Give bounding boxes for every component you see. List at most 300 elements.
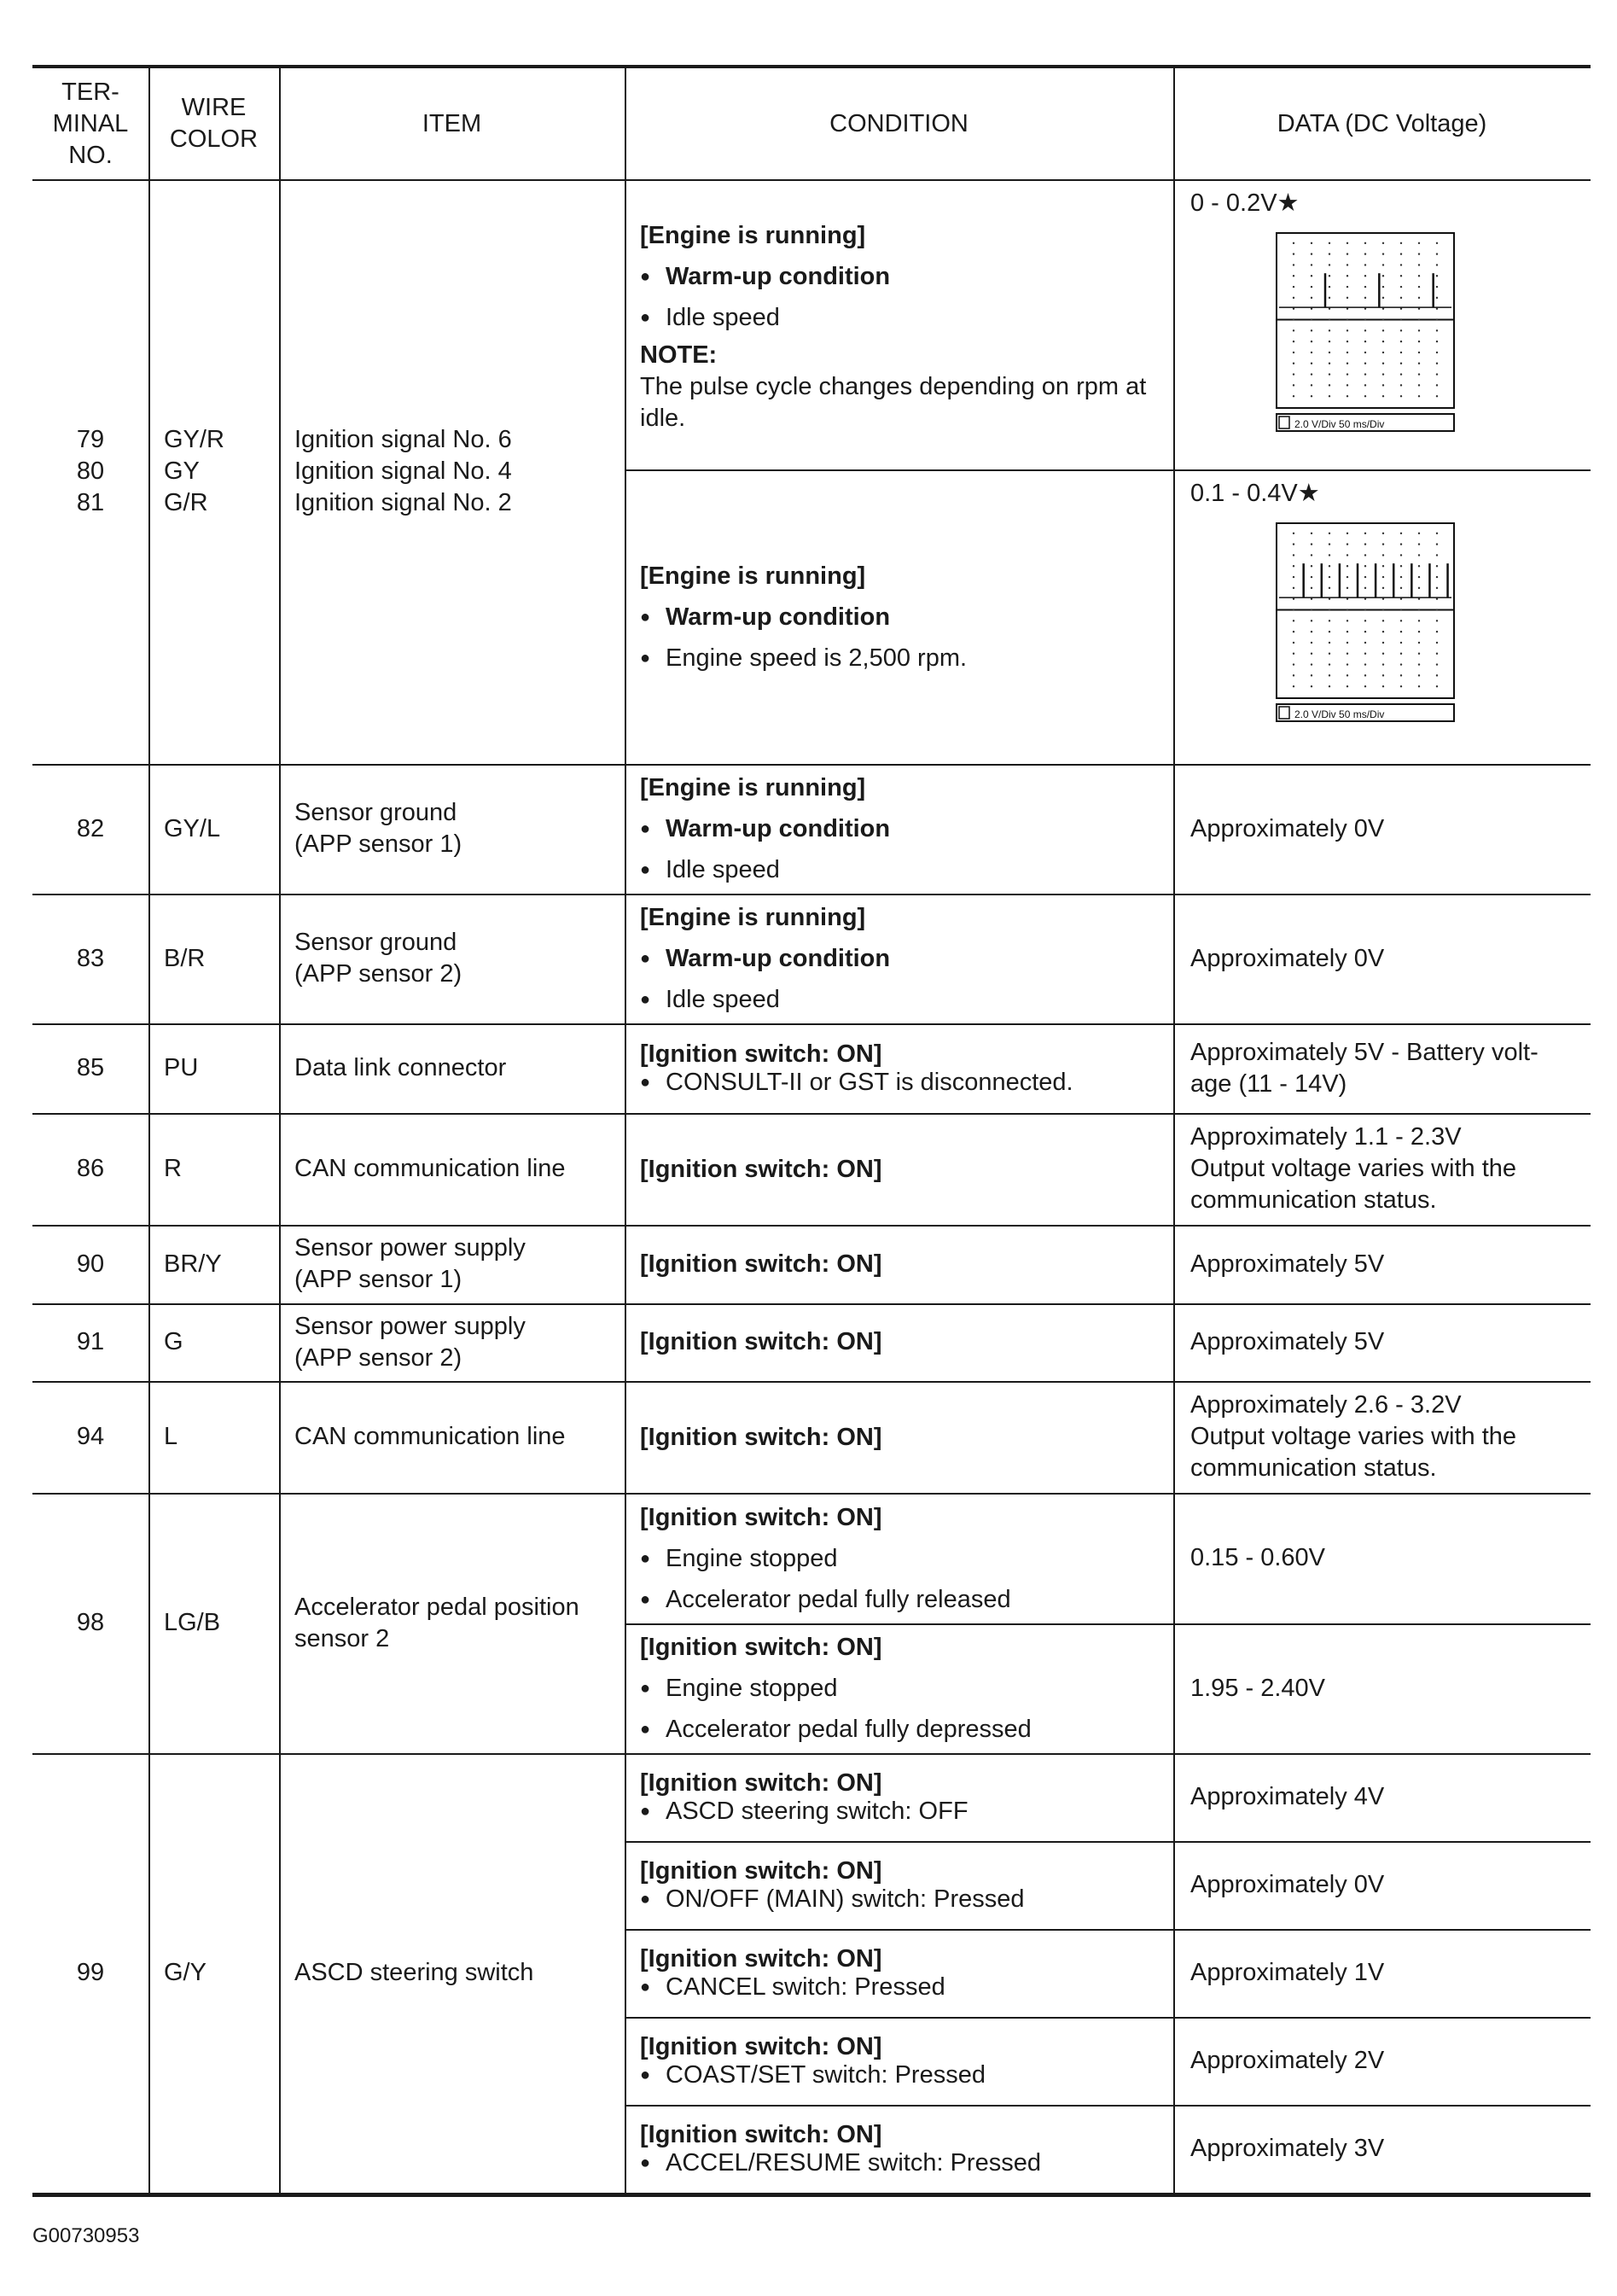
scope-grid-dot — [1400, 297, 1402, 299]
scope-grid-dot — [1364, 352, 1366, 353]
scope-grid-dot — [1311, 554, 1312, 556]
scope-grid-dot — [1400, 554, 1402, 556]
scope-grid-dot — [1382, 554, 1384, 556]
scope-grid-dot — [1329, 533, 1330, 534]
terminal-number — [32, 1493, 148, 1753]
scope-grid-dot — [1382, 373, 1384, 375]
condition-title: [Ignition switch: ON] — [640, 1503, 882, 1531]
item-name — [279, 1493, 625, 1753]
terminal-number — [32, 764, 148, 894]
condition-title: [Engine is running] — [640, 774, 866, 801]
header-data — [1173, 68, 1591, 179]
condition-bullet: ● Engine stopped — [640, 1538, 1163, 1579]
scope-grid-dot — [1382, 318, 1384, 320]
scope-grid-dot — [1436, 352, 1438, 353]
scope-grid-dot — [1364, 373, 1366, 375]
scope-grid-dot — [1400, 674, 1402, 676]
condition-cell — [625, 1113, 1173, 1225]
scope-grid-dot — [1400, 653, 1402, 655]
terminal-number — [32, 179, 148, 764]
scope-grid-dot — [1347, 565, 1348, 567]
data-cell — [1173, 1381, 1591, 1493]
scope-grid-dot — [1293, 609, 1294, 610]
scope-grid-dot — [1382, 576, 1384, 578]
condition-cell — [625, 469, 1173, 764]
scope-grid-dot — [1382, 341, 1384, 342]
scope-grid-dot — [1311, 384, 1312, 386]
scope-grid-dot — [1347, 533, 1348, 534]
wire-color — [148, 1493, 279, 1753]
terminal-number — [32, 1225, 148, 1303]
condition-bullet: ● ON/OFF (MAIN) switch: Pressed — [640, 1885, 1163, 1914]
scope-grid-dot — [1311, 663, 1312, 665]
scope-grid-dot — [1382, 587, 1384, 589]
scope-grid-dot — [1418, 318, 1420, 320]
scope-grid-dot — [1347, 264, 1348, 265]
scope-grid-dot — [1418, 286, 1420, 288]
terminal-value: 90 — [76, 1250, 105, 1278]
scope-grid-dot — [1400, 620, 1402, 621]
condition-cell — [625, 1753, 1173, 1841]
scope-grid-dot — [1293, 352, 1294, 353]
condition-bullet: ● CONSULT-II or GST is disconnected. — [640, 1069, 1163, 1097]
scope-grid-dot — [1347, 275, 1348, 277]
scope-grid-dot — [1364, 587, 1366, 589]
wire-color — [148, 179, 279, 764]
scope-grid-dot — [1311, 363, 1312, 364]
condition-bullet-bold: ● Warm-up condition — [640, 808, 1163, 849]
header-text: MINAL — [52, 109, 129, 137]
scope-grid-dot — [1329, 576, 1330, 578]
scope-grid-dot — [1436, 275, 1438, 277]
condition-cell — [625, 1381, 1173, 1493]
scope-grid-dot — [1311, 275, 1312, 277]
scope-grid-dot — [1364, 565, 1366, 567]
scope-grid-dot — [1400, 395, 1402, 397]
scope-grid-dot — [1293, 373, 1294, 375]
item-value: Accelerator pedal position — [294, 1593, 579, 1621]
item-name — [279, 764, 625, 894]
scope-grid-dot — [1311, 297, 1312, 299]
scope-grid-dot — [1329, 653, 1330, 655]
data-value: Approximately 0V — [1190, 1871, 1385, 1898]
item-value: (APP sensor 2) — [294, 960, 462, 988]
scope-grid-dot — [1311, 395, 1312, 397]
condition-cell — [625, 1303, 1173, 1381]
scope-grid-dot — [1436, 242, 1438, 244]
data-cell — [1173, 1303, 1591, 1381]
scope-grid-dot — [1364, 384, 1366, 386]
wire-color — [148, 1225, 279, 1303]
header-text: ITEM — [422, 109, 482, 137]
table-bottom-rule — [32, 2193, 1591, 2197]
scope-grid-dot — [1347, 341, 1348, 342]
scope-grid-dot — [1382, 543, 1384, 545]
scope-grid-dot — [1293, 297, 1294, 299]
scope-grid-dot — [1400, 341, 1402, 342]
scope-scale-label: 2.0 V/Div 50 ms/Div — [1294, 708, 1385, 720]
scope-grid-dot — [1436, 253, 1438, 254]
wire-value: B/R — [164, 944, 206, 972]
condition-title: [Ignition switch: ON] — [640, 1634, 882, 1661]
condition-cell — [625, 764, 1173, 894]
scope-grid-dot — [1293, 286, 1294, 288]
scope-grid-dot — [1436, 341, 1438, 342]
note-text: The pulse cycle changes depending on rpm at idle. — [640, 372, 1147, 432]
item-value: CAN communication line — [294, 1155, 566, 1182]
scope-marker — [1279, 707, 1289, 719]
scope-grid-dot — [1329, 341, 1330, 342]
scope-grid-dot — [1311, 674, 1312, 676]
condition-title: [Ignition switch: ON] — [640, 1856, 882, 1885]
scope-grid-dot — [1436, 395, 1438, 397]
scope-grid-dot — [1347, 587, 1348, 589]
scope-grid-dot — [1329, 620, 1330, 621]
item-value: Sensor power supply — [294, 1234, 526, 1262]
wire-color — [148, 1113, 279, 1225]
scope-grid-dot — [1400, 609, 1402, 610]
scope-grid-dot — [1418, 384, 1420, 386]
header-text: CONDITION — [829, 109, 968, 137]
data-cell — [1173, 1929, 1591, 2017]
item-value: Ignition signal No. 4 — [294, 457, 512, 485]
item-name — [279, 179, 625, 764]
scope-grid-dot — [1311, 587, 1312, 589]
scope-grid-dot — [1364, 642, 1366, 644]
scope-grid-dot — [1329, 253, 1330, 254]
data-value: Approximately 1.1 - 2.3V — [1190, 1123, 1462, 1151]
scope-grid-dot — [1400, 242, 1402, 244]
scope-grid-dot — [1418, 341, 1420, 342]
data-cell — [1173, 1623, 1591, 1753]
data-cell — [1173, 2105, 1591, 2193]
scope-grid-dot — [1311, 609, 1312, 610]
data-value: age (11 - 14V) — [1190, 1069, 1347, 1098]
wire-color — [148, 1023, 279, 1113]
scope-grid-dot — [1329, 275, 1330, 277]
scope-svg — [1276, 232, 1455, 433]
scope-grid-dot — [1418, 674, 1420, 676]
data-value: Approximately 2V — [1190, 2047, 1385, 2074]
item-value: CAN communication line — [294, 1423, 566, 1450]
scope-grid-dot — [1418, 631, 1420, 632]
item-name — [279, 1303, 625, 1381]
scope-grid-dot — [1293, 242, 1294, 244]
scope-grid-dot — [1436, 554, 1438, 556]
wire-color — [148, 1753, 279, 2193]
wire-value: GY/L — [164, 814, 221, 842]
wire-value: G/Y — [164, 1959, 206, 1986]
item-value: (APP sensor 2) — [294, 1343, 462, 1372]
scope-grid-dot — [1364, 663, 1366, 665]
scope-svg — [1276, 522, 1455, 723]
item-value: (APP sensor 1) — [294, 830, 462, 858]
scope-grid-dot — [1436, 318, 1438, 320]
scope-grid-dot — [1329, 674, 1330, 676]
item-name — [279, 894, 625, 1023]
scope-grid-dot — [1329, 363, 1330, 364]
item-value: Ignition signal No. 6 — [294, 426, 512, 453]
scope-grid-dot — [1293, 685, 1294, 687]
scope-grid-dot — [1293, 329, 1294, 331]
scope-grid-dot — [1418, 533, 1420, 534]
scope-grid-dot — [1347, 642, 1348, 644]
scope-grid-dot — [1400, 275, 1402, 277]
scope-grid-dot — [1382, 363, 1384, 364]
condition-bullet-bold: ● Warm-up condition — [640, 256, 1163, 297]
wire-color — [148, 1381, 279, 1493]
scope-grid-dot — [1382, 264, 1384, 265]
wire-value: GY/R — [164, 426, 224, 453]
scope-grid-dot — [1293, 395, 1294, 397]
data-cell — [1173, 894, 1591, 1023]
scope-grid-dot — [1418, 663, 1420, 665]
scope-grid-dot — [1293, 533, 1294, 534]
scope-grid-dot — [1364, 674, 1366, 676]
condition-bullet: ● ACCEL/RESUME switch: Pressed — [640, 2149, 1163, 2177]
scope-grid-dot — [1418, 297, 1420, 299]
scope-grid-dot — [1400, 352, 1402, 353]
scope-grid-dot — [1293, 663, 1294, 665]
item-value: Data link connector — [294, 1054, 507, 1081]
data-cell — [1173, 1753, 1591, 1841]
scope-grid-dot — [1293, 363, 1294, 364]
scope-grid-dot — [1347, 543, 1348, 545]
scope-grid-dot — [1364, 685, 1366, 687]
scope-grid-dot — [1382, 253, 1384, 254]
scope-grid-dot — [1364, 653, 1366, 655]
condition-bullet-bold: ● Warm-up condition — [640, 597, 1163, 638]
condition-bullet: ● Accelerator pedal fully released — [640, 1579, 1163, 1620]
scope-grid-dot — [1293, 384, 1294, 386]
scope-grid-dot — [1418, 576, 1420, 578]
scope-grid-dot — [1293, 253, 1294, 254]
scope-grid-dot — [1382, 653, 1384, 655]
scope-grid-dot — [1418, 253, 1420, 254]
scope-grid-dot — [1347, 685, 1348, 687]
scope-grid-dot — [1329, 587, 1330, 589]
scope-grid-dot — [1293, 620, 1294, 621]
scope-grid-dot — [1418, 685, 1420, 687]
scope-grid-dot — [1400, 685, 1402, 687]
data-cell — [1173, 469, 1591, 764]
scope-grid-dot — [1347, 352, 1348, 353]
data-value: Output voltage varies with the — [1190, 1155, 1517, 1182]
scope-grid-dot — [1311, 653, 1312, 655]
scope-grid-dot — [1311, 576, 1312, 578]
condition-bullet: ● CANCEL switch: Pressed — [640, 1973, 1163, 2002]
scope-grid-dot — [1293, 642, 1294, 644]
item-name — [279, 1023, 625, 1113]
terminal-number — [32, 1303, 148, 1381]
scope-grid-dot — [1382, 533, 1384, 534]
condition-title: [Ignition switch: ON] — [640, 1423, 882, 1451]
scope-grid-dot — [1347, 253, 1348, 254]
data-cell — [1173, 1023, 1591, 1113]
scope-grid-dot — [1418, 587, 1420, 589]
scope-grid-dot — [1311, 264, 1312, 265]
wire-value: G — [164, 1328, 183, 1355]
scope-grid-dot — [1311, 242, 1312, 244]
wire-value: BR/Y — [164, 1250, 222, 1278]
scope-grid-dot — [1293, 565, 1294, 567]
scope-grid-dot — [1293, 543, 1294, 545]
item-value: Sensor power supply — [294, 1312, 526, 1340]
scope-grid-dot — [1400, 384, 1402, 386]
scope-grid-dot — [1347, 663, 1348, 665]
scope-grid-dot — [1400, 587, 1402, 589]
data-cell — [1173, 764, 1591, 894]
scope-grid-dot — [1400, 576, 1402, 578]
scope-grid-dot — [1347, 286, 1348, 288]
scope-grid-dot — [1293, 341, 1294, 342]
wire-value: R — [164, 1155, 182, 1182]
scope-grid-dot — [1329, 663, 1330, 665]
scope-grid-dot — [1418, 620, 1420, 621]
data-value: Output voltage varies with the — [1190, 1423, 1517, 1450]
scope-grid-dot — [1364, 554, 1366, 556]
scope-grid-dot — [1311, 565, 1312, 567]
scope-grid-dot — [1400, 373, 1402, 375]
condition-title: [Ignition switch: ON] — [640, 2032, 882, 2060]
scope-grid-dot — [1293, 653, 1294, 655]
scope-grid-dot — [1382, 565, 1384, 567]
wire-value: LG/B — [164, 1609, 221, 1636]
scope-marker — [1279, 417, 1289, 428]
scope-grid-dot — [1329, 352, 1330, 353]
scope-grid-dot — [1311, 685, 1312, 687]
scope-grid-dot — [1329, 631, 1330, 632]
scope-grid-dot — [1400, 565, 1402, 567]
scope-grid-dot — [1347, 384, 1348, 386]
condition-bullet: ● Engine speed is 2,500 rpm. — [640, 638, 1163, 679]
scope-grid-dot — [1436, 642, 1438, 644]
data-value: Approximately 5V — [1190, 1328, 1385, 1355]
scope-grid-dot — [1436, 674, 1438, 676]
scope-grid-dot — [1347, 554, 1348, 556]
item-value: (APP sensor 1) — [294, 1266, 462, 1293]
scope-grid-dot — [1329, 609, 1330, 610]
condition-title: [Ignition switch: ON] — [640, 1250, 882, 1278]
condition-cell — [625, 1023, 1173, 1113]
scope-grid-dot — [1329, 264, 1330, 265]
scope-grid-dot — [1364, 609, 1366, 610]
data-value: communication status. — [1190, 1186, 1437, 1214]
scope-grid-dot — [1364, 395, 1366, 397]
scope-grid-dot — [1329, 543, 1330, 545]
scope-grid-dot — [1436, 576, 1438, 578]
condition-cell — [625, 1841, 1173, 1929]
scope-grid-dot — [1382, 329, 1384, 331]
scope-grid-dot — [1400, 363, 1402, 364]
wire-color — [148, 894, 279, 1023]
condition-bullet: ● Accelerator pedal fully depressed — [640, 1709, 1163, 1750]
item-name — [279, 1225, 625, 1303]
terminal-value: 79 — [76, 426, 105, 453]
oscilloscope-waveform — [1276, 232, 1455, 433]
scope-grid-dot — [1329, 318, 1330, 320]
item-value: Sensor ground — [294, 929, 457, 956]
scope-grid-dot — [1364, 363, 1366, 364]
condition-bullet: ● COAST/SET switch: Pressed — [640, 2061, 1163, 2089]
scope-grid-dot — [1364, 297, 1366, 299]
condition-cell — [625, 1623, 1173, 1753]
scope-grid-dot — [1382, 297, 1384, 299]
scope-grid-dot — [1364, 286, 1366, 288]
condition-bullet: ● Engine stopped — [640, 1668, 1163, 1709]
scope-grid-dot — [1418, 329, 1420, 331]
terminal-value: 80 — [76, 457, 105, 485]
header-text: COLOR — [169, 125, 259, 153]
scope-grid-dot — [1311, 642, 1312, 644]
scope-grid-dot — [1311, 533, 1312, 534]
scope-grid-dot — [1311, 329, 1312, 331]
scope-grid-dot — [1382, 242, 1384, 244]
scope-grid-dot — [1418, 565, 1420, 567]
scope-grid-dot — [1382, 384, 1384, 386]
data-cell — [1173, 1225, 1591, 1303]
condition-title: [Ignition switch: ON] — [640, 1155, 882, 1183]
scope-grid-dot — [1311, 341, 1312, 342]
scope-grid-dot — [1436, 329, 1438, 331]
scope-grid-dot — [1329, 685, 1330, 687]
condition-bullet-bold: ● Warm-up condition — [640, 938, 1163, 979]
terminal-number — [32, 1023, 148, 1113]
data-value: Approximately 0V — [1190, 944, 1385, 972]
scope-grid-dot — [1418, 264, 1420, 265]
scope-grid-dot — [1329, 384, 1330, 386]
scope-grid-dot — [1382, 674, 1384, 676]
data-cell — [1173, 1841, 1591, 1929]
header-terminal — [32, 68, 148, 179]
data-value: 1.95 - 2.40V — [1190, 1674, 1325, 1702]
scope-grid-dot — [1347, 329, 1348, 331]
scope-grid-dot — [1436, 653, 1438, 655]
scope-grid-dot — [1329, 395, 1330, 397]
terminal-number — [32, 894, 148, 1023]
scope-grid-dot — [1382, 286, 1384, 288]
wire-value: GY — [164, 457, 200, 485]
scope-grid-dot — [1293, 587, 1294, 589]
terminal-value: 83 — [76, 944, 105, 972]
scope-grid-dot — [1418, 352, 1420, 353]
scope-grid-dot — [1347, 674, 1348, 676]
scope-grid-dot — [1436, 609, 1438, 610]
condition-title: [Engine is running] — [640, 562, 866, 590]
condition-title: [Ignition switch: ON] — [640, 1040, 882, 1068]
scope-grid-dot — [1364, 329, 1366, 331]
terminal-value: 98 — [76, 1609, 105, 1636]
condition-cell — [625, 1929, 1173, 2017]
scope-grid-dot — [1382, 352, 1384, 353]
data-value: Approximately 5V - Battery volt- — [1190, 1038, 1538, 1066]
scope-grid-dot — [1382, 620, 1384, 621]
scope-grid-dot — [1382, 395, 1384, 397]
terminal-number — [32, 1381, 148, 1493]
condition-cell — [625, 1225, 1173, 1303]
note-title: NOTE: — [640, 341, 718, 369]
scope-grid-dot — [1293, 674, 1294, 676]
scope-grid-dot — [1364, 533, 1366, 534]
scope-grid-dot — [1436, 543, 1438, 545]
scope-grid-dot — [1436, 533, 1438, 534]
scope-grid-dot — [1311, 631, 1312, 632]
scope-grid-dot — [1311, 543, 1312, 545]
scope-grid-dot — [1293, 264, 1294, 265]
scope-grid-dot — [1347, 363, 1348, 364]
scope-grid-dot — [1364, 318, 1366, 320]
scope-grid-dot — [1329, 286, 1330, 288]
